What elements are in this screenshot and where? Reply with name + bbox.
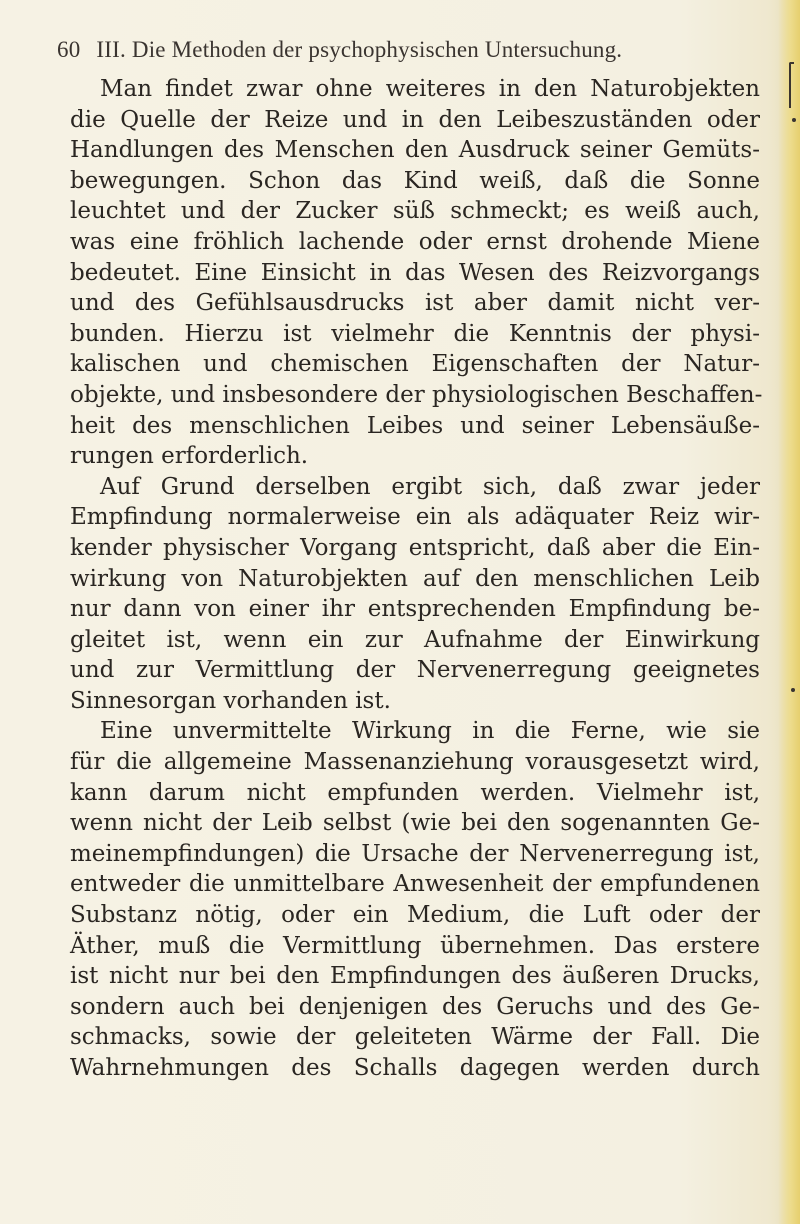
edge-dot: [792, 118, 796, 122]
edge-dot: [791, 688, 795, 692]
running-title: III. Die Methoden der psychophysischen Untersuchung.: [96, 37, 623, 62]
text-line: bedeutet. Eine Einsicht in das Wesen des Reizvorgangs: [70, 259, 760, 286]
text-line: wirkung von Naturobjekten auf den menschlichen Leib: [70, 565, 760, 592]
text-line: objekte, und insbesondere der physiologischen Beschaffen-: [70, 381, 763, 408]
text-line: ist nicht nur bei den Empfindungen des äußeren Drucks,: [70, 963, 760, 990]
body-text: [70, 74, 763, 1084]
text-line: heit des menschlichen Leibes und seiner Lebensäuße-: [70, 412, 760, 439]
text-line: und des Gefühlsausdrucks ist aber damit nicht ver-: [70, 290, 760, 317]
text-line: bewegungen. Schon das Kind weiß, daß die Sonne: [70, 167, 760, 194]
text-line: Auf Grund derselben ergibt sich, daß zwar jeder: [100, 473, 760, 500]
text-line: für die allgemeine Massenanziehung vorausgesetzt wird,: [70, 749, 760, 776]
text-line: Substanz nötig, oder ein Medium, die Luft oder der: [70, 902, 760, 929]
text-line: sondern auch bei denjenigen des Geruchs und des Ge-: [70, 993, 760, 1020]
text-line: Wahrnehmungen des Schalls dagegen werden durch: [70, 1055, 760, 1081]
text-line: Eine unvermittelte Wirkung in die Ferne, wie sie: [100, 718, 760, 745]
text-line: kalischen und chemischen Eigenschaften der Natur-: [70, 351, 760, 378]
text-line: was eine fröhlich lachende oder ernst drohende Miene: [70, 228, 760, 255]
text-line: die Quelle der Reize und in den Leibeszuständen oder: [70, 106, 760, 133]
text-line: leuchtet und der Zucker süß schmeckt; es weiß auch,: [70, 198, 760, 225]
text-line: gleitet ist, wenn ein zur Aufnahme der Einwirkung: [70, 626, 760, 653]
text-line: kann darum nicht empfunden werden. Vielmehr ist,: [70, 779, 760, 806]
text-line: nur dann von einer ihr entsprechenden Empfindung be-: [70, 596, 760, 623]
text-line: wenn nicht der Leib selbst (wie bei den sogenannten Ge-: [70, 810, 760, 837]
text-line: meinempfindungen) die Ursache der Nervenerregung ist,: [70, 840, 760, 867]
text-line: bunden. Hierzu ist vielmehr die Kenntnis der physi-: [70, 320, 760, 347]
page-number: 60: [57, 37, 81, 62]
text-line: kender physischer Vorgang entspricht, daß aber die Ein-: [70, 534, 760, 561]
text-line: schmacks, sowie der geleiteten Wärme der Fall. Die: [70, 1024, 760, 1051]
text-line: Handlungen des Menschen den Ausdruck seiner Gemüts-: [70, 137, 760, 164]
text-line: Sinnesorgan vorhanden ist.: [70, 687, 391, 714]
text-line: Empfindung normalerweise ein als adäquater Reiz wir-: [70, 504, 760, 531]
text-line: und zur Vermittlung der Nervenerregung geeignetes: [70, 657, 760, 684]
text-line: entweder die unmittelbare Anwesenheit der empfundenen: [70, 871, 760, 898]
page-edge: [778, 0, 800, 1224]
edge-mark: [789, 62, 794, 108]
text-line: Äther, muß die Vermittlung übernehmen. Das erstere: [70, 932, 760, 959]
text-line: rungen erforderlich.: [70, 443, 309, 470]
running-head: [57, 37, 777, 63]
text-line: Man findet zwar ohne weiteres in den Naturobjekten: [100, 76, 760, 102]
